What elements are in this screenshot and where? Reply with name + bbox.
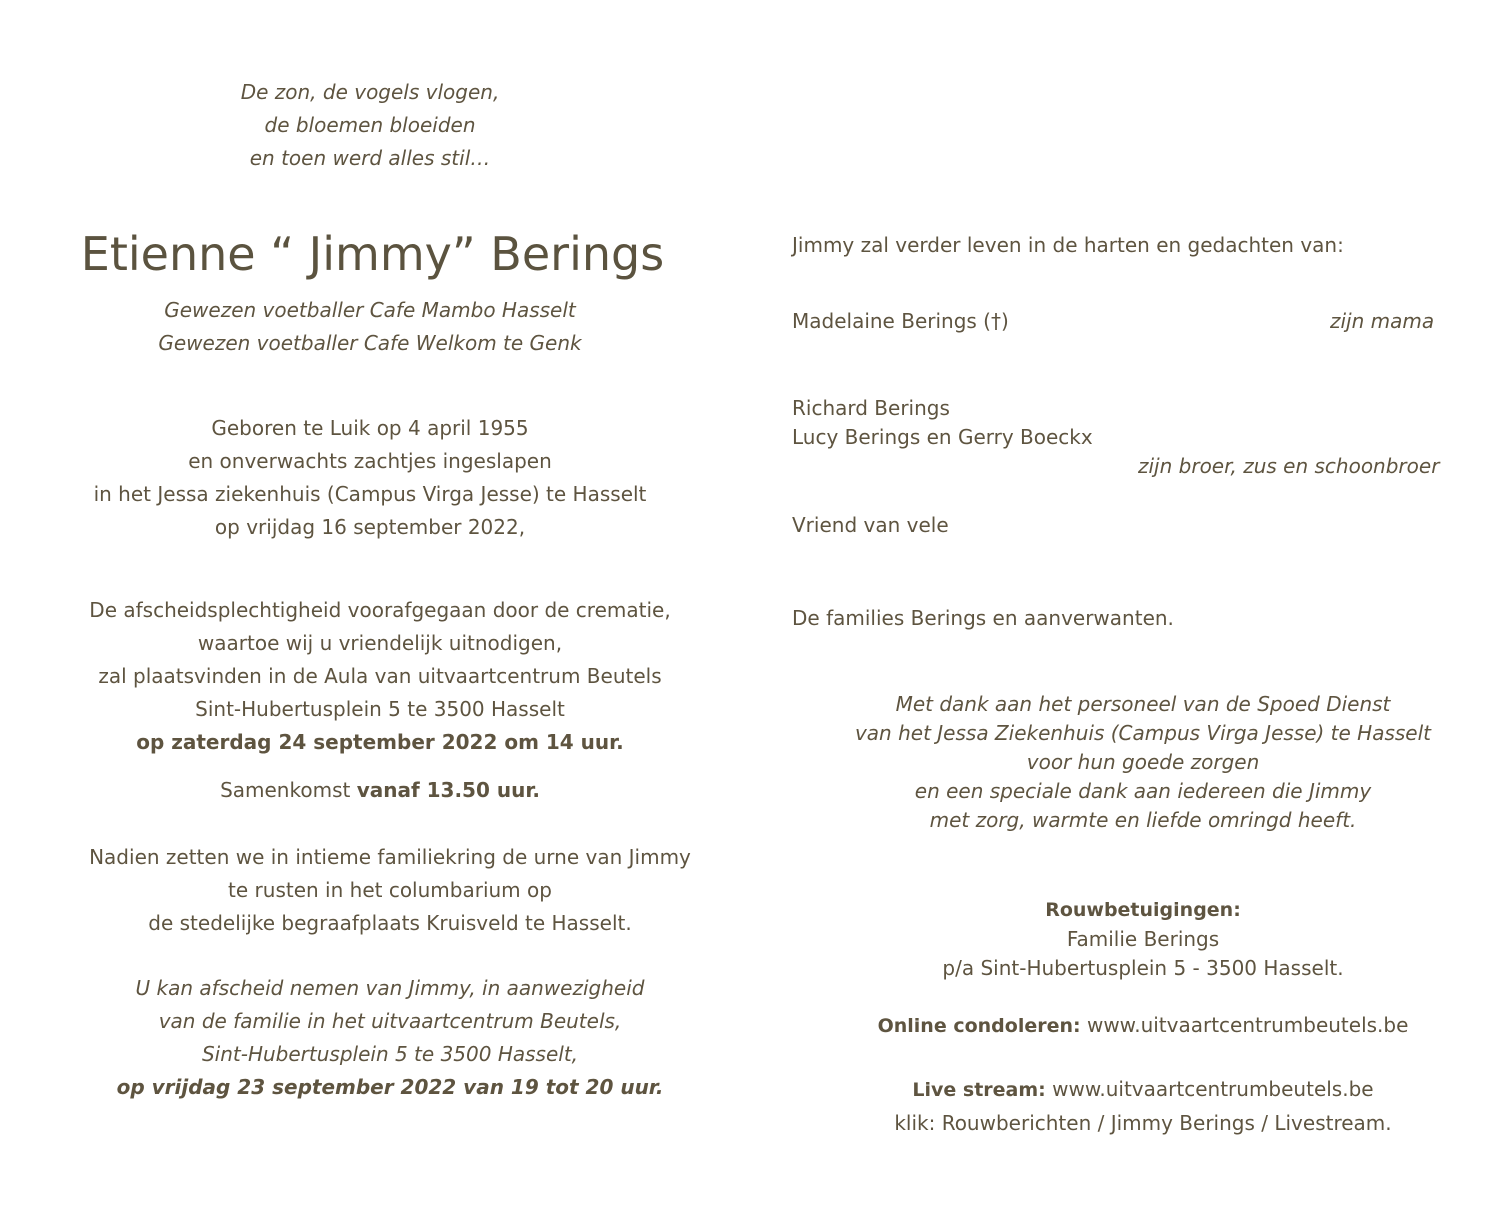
subtitle-line: Gewezen voetballer Cafe Mambo Hasselt — [164, 298, 576, 322]
farewell-text — [0, 972, 780, 1104]
address-line: p/a Sint-Hubertusplein 5 - 3500 Hasselt. — [942, 956, 1344, 980]
sibling-line: Richard Berings — [792, 396, 950, 420]
ceremony-line: Sint-Hubertusplein 5 te 3500 Hasselt — [195, 697, 565, 721]
ceremony-line: zal plaatsvinden in de Aula van uitvaartcentrum Beutels — [98, 664, 662, 688]
online-label: Online condoleren: — [877, 1015, 1081, 1037]
thanks-line: Met dank aan het personeel van de Spoed Dienst — [895, 692, 1391, 716]
subtitles — [0, 294, 740, 360]
siblings-names — [792, 394, 1093, 452]
thanks-line: en een speciale dank aan iedereen die Jimmy — [914, 779, 1372, 803]
thanks-line: voor hun goede zorgen — [1026, 750, 1260, 774]
meeting-prefix: Samenkomst — [220, 778, 351, 802]
live-stream — [760, 1073, 1506, 1140]
ceremony-line: waartoe wij u vriendelijk uitnodigen, — [197, 631, 563, 655]
friends-text: Vriend van vele — [792, 513, 949, 537]
condolences-label: Rouwbetuigingen: — [1045, 899, 1241, 921]
farewell-line: van de familie in het uitvaartcentrum Beutels, — [158, 1009, 622, 1033]
farewell-date: op vrijdag 23 september 2022 van 19 tot 20 uur. — [116, 1075, 664, 1099]
ceremony-text — [0, 594, 760, 759]
online-condolences — [760, 1011, 1506, 1041]
poem-line: en toen werd alles stil… — [249, 146, 491, 170]
born-line: op vrijdag 16 september 2022, — [214, 515, 526, 539]
birth-death-text — [0, 412, 740, 544]
live-note: klik: Rouwberichten / Jimmy Berings / Livestream. — [894, 1111, 1392, 1135]
born-line: Geboren te Luik op 4 april 1955 — [211, 416, 529, 440]
poem-line: de bloemen bloeiden — [264, 113, 476, 137]
live-label: Live stream: — [912, 1079, 1046, 1101]
ceremony-date: op zaterdag 24 september 2022 om 14 uur. — [136, 730, 624, 754]
deceased-name: Etienne “ Jimmy” Berings — [80, 227, 665, 281]
farewell-line: U kan afscheid nemen van Jimmy, in aanwezigheid — [135, 976, 645, 1000]
urn-text — [0, 841, 780, 940]
urn-line: te rusten in het columbarium op — [228, 878, 552, 902]
urn-line: de stedelijke begraafplaats Kruisveld te Hasselt. — [148, 911, 632, 935]
meeting-time: vanaf 13.50 uur. — [356, 778, 540, 802]
thanks-line: met zorg, warmte en liefde omringd heeft. — [929, 808, 1357, 832]
poem — [0, 76, 740, 175]
families-text: De families Berings en aanverwanten. — [792, 606, 1174, 630]
mother-name: Madelaine Berings (†) — [792, 309, 1009, 333]
address-line: Familie Berings — [1066, 927, 1220, 951]
online-url-link[interactable]: www.uitvaartcentrumbeutels.be — [1086, 1013, 1409, 1037]
thanks-text — [760, 690, 1506, 835]
sibling-line: Lucy Berings en Gerry Boeckx — [792, 425, 1093, 449]
thanks-line: van het Jessa Ziekenhuis (Campus Virga Jesse) te Hasselt — [854, 721, 1432, 745]
ceremony-line: De afscheidsplechtigheid voorafgegaan door de crematie, — [89, 598, 671, 622]
meeting-text — [0, 774, 760, 807]
live-url-link[interactable]: www.uitvaartcentrumbeutels.be — [1052, 1077, 1374, 1101]
poem-line: De zon, de vogels vlogen, — [240, 80, 500, 104]
born-line: en onverwachts zachtjes ingeslapen — [188, 449, 552, 473]
subtitle-line: Gewezen voetballer Cafe Welkom te Genk — [158, 331, 582, 355]
intro-text: Jimmy zal verder leven in de harten en gedachten van: — [792, 233, 1344, 257]
born-line: in het Jessa ziekenhuis (Campus Virga Jesse) te Hasselt — [93, 482, 647, 506]
farewell-line: Sint-Hubertusplein 5 te 3500 Hasselt, — [201, 1042, 579, 1066]
mother-role: zijn mama — [1330, 309, 1435, 333]
urn-line: Nadien zetten we in intieme familiekring de urne van Jimmy — [89, 845, 691, 869]
condolences-address — [760, 896, 1506, 983]
siblings-role: zijn broer, zus en schoonbroer — [1138, 454, 1440, 478]
